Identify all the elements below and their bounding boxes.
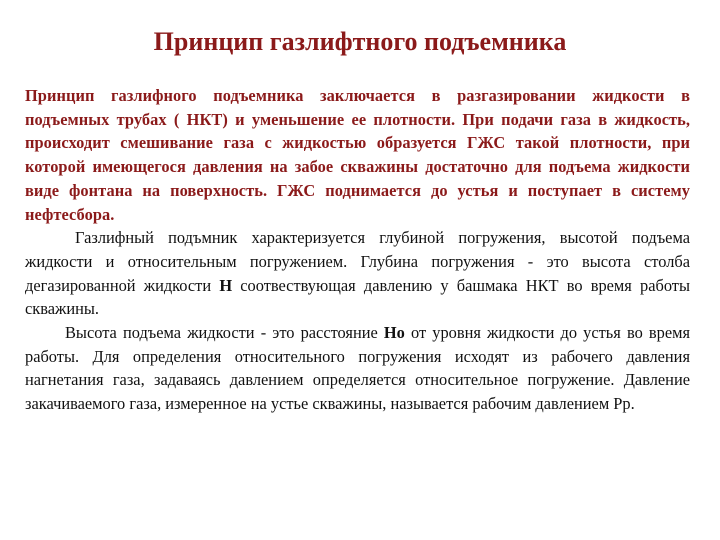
paragraph-characteristics-text-end: соотвествующая давлению у башмака НКТ во время работы скважины.: [25, 275, 690, 319]
paragraph-principle: Принцип газлифного подъемника заключается в разгазировании жидкости в подъемных трубах ( НКТ) и уменьшение ее плотности. При подачи газа в жидкость, происходит смешивание газа с жидкостью образуется ГЖС такой плотности, при которой имеющегося давления на забое скважины достаточно для подъема жидкости виде фонтана на поверхность. ГЖС поднимается до устья и поступает в систему нефтесбора.: [25, 86, 690, 224]
slide-title: Принцип газлифтного подъемника: [153, 27, 567, 56]
paragraph-characteristics: [25, 226, 690, 321]
symbol-ho: Но: [383, 323, 405, 343]
paragraph-lift-height-text-end: от уровня жидкости до устья во время работы. Для определения относительного погружения исходят из рабочего давления нагнетания газа, задаваясь давлением определяется относительное погружение. Давление закачиваемого газа, измеренное на устье скважины, называется рабочим давлением Рр.: [25, 323, 691, 414]
paragraph-lift-height: [25, 321, 690, 416]
paragraph-lift-height-text-start: Высота подъема жидкости - это расстояние: [65, 323, 384, 343]
paragraph-characteristics-text-start: Газлифный подъмник характеризуется глубиной погружения, высотой подъема жидкости и относительным погружением. Глубина погружения - это высота столба дегазированной жидкости: [25, 228, 690, 295]
slide-body: [25, 84, 690, 416]
symbol-h: Н: [219, 275, 233, 295]
